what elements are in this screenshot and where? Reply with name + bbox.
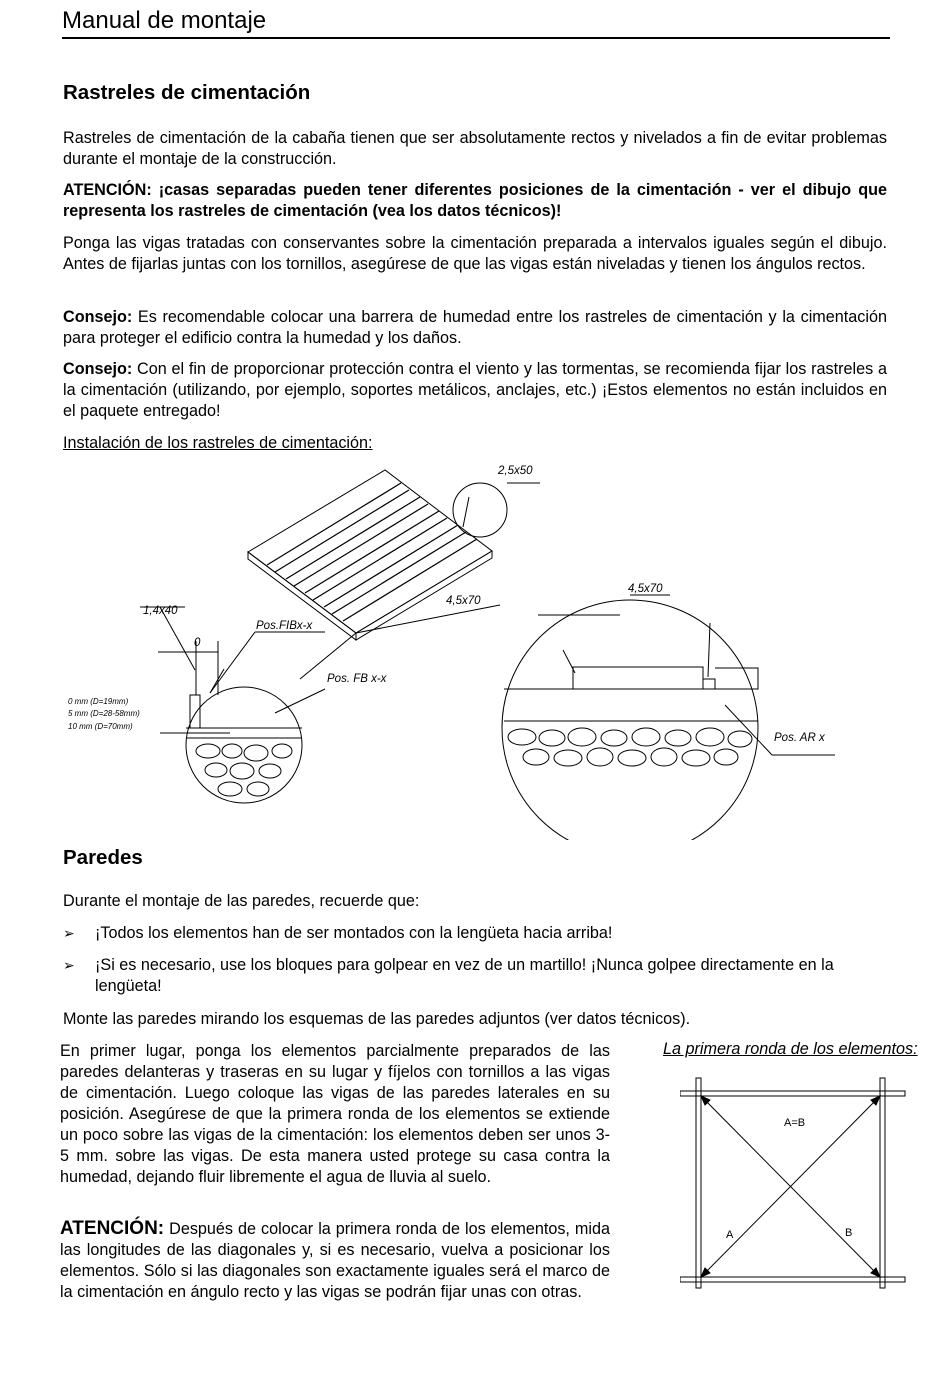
- attention-label: ATENCIÓN:: [60, 1218, 165, 1239]
- label-nail-detail: 1,4x40: [143, 605, 178, 617]
- attention-text: Después de colocar la primera ronda de los elementos, mida las longitudes de las diagonales y, si es necesario, vuelva a posicionar los elementos. Sólo si las diagonales son exactamente iguales será el marco de la cimentación en ángulo recto y las vigas se podrán fijar unas con otras.: [60, 1220, 610, 1301]
- section-title-walls: Paredes: [63, 846, 143, 869]
- foundation-tip-1: [63, 307, 887, 349]
- right-detail-callout: [502, 600, 758, 840]
- nail-detail-callout: [453, 483, 507, 537]
- label-diagonal-b: B: [845, 1227, 853, 1239]
- walls-column-paragraph: En primer lugar, ponga los elementos parcialmente preparados de las paredes delanteras y traseras en su lugar y fíjelos con tornillos a las vigas de cimentación. Luego coloque las vigas de las paredes laterales en su posición. Asegúrese de que la primera ronda de los elementos se extiende un poco sobre las vigas de la cimentación: los elementos deben ser unos 3-5 mm. sobre las vigas. De esta manera usted protege su casa contra la humedad, dejando fluir libremente el agua de lluvia al suelo.: [60, 1042, 610, 1186]
- install-caption: Instalación de los rastreles de cimentación:: [63, 434, 373, 452]
- tip-2-text: Con el fin de proporcionar protección contra el viento y las tormentas, se recomienda fijar los rastreles a la cimentación (utilizando, por ejemplo, soportes metálicos, anclajes, etc.) ¡Estos elementos no están incluidos en el paquete entregado!: [63, 360, 887, 420]
- label-pos-ar: Pos. AR x: [774, 732, 825, 744]
- table-line-1: 0 mm (D=19mm): [68, 697, 129, 706]
- walls-paragraph-1: Monte las paredes mirando los esquemas de las paredes adjuntos (ver datos técnicos).: [63, 1010, 691, 1028]
- label-dimension-d: 0: [194, 637, 201, 649]
- bullet-arrow-icon: ➢: [63, 957, 75, 973]
- section-title-foundation: Rastreles de cimentación: [63, 81, 311, 104]
- label-screw-left: 4,5x70: [446, 595, 481, 607]
- label-screw-right: 4,5x70: [628, 583, 663, 595]
- foundation-paragraph-2: Ponga las vigas tratadas con conservantes sobre la cimentación preparada a intervalos iguales según el dibujo. Antes de fijarlas juntas con los tornillos, asegúrese de que las vigas están niveladas y tienen los ángulos rectos.: [63, 234, 887, 273]
- diagonal-check-diagram: [680, 1075, 910, 1290]
- foundation-paragraph-1: Rastreles de cimentación de la cabaña tienen que ser absolutamente rectos y nivelados a fin de evitar problemas durante el montaje de la construcción.: [63, 129, 887, 168]
- label-diagonal-a: A: [726, 1229, 734, 1241]
- label-a-equals-b: A=B: [784, 1117, 806, 1129]
- walls-intro: Durante el montaje de las paredes, recuerde que:: [63, 892, 420, 910]
- bullet-arrow-icon: ➢: [63, 925, 75, 941]
- label-pos-fb: Pos. FB x-x: [327, 673, 387, 685]
- bullet-text-1: ¡Todos los elementos han de ser montados con la lengüeta hacia arriba!: [95, 924, 613, 942]
- foundation-attention: ATENCIÓN: ¡casas separadas pueden tener diferentes posiciones de la cimentación - ver el dibujo que representa los rastreles de cimentación (vea los datos técnicos)!: [63, 181, 887, 220]
- walls-column-attention: [60, 1218, 610, 1303]
- table-line-2: 5 mm (D=28-58mm): [68, 709, 140, 718]
- bullet-text-2: ¡Si es necesario, use los bloques para golpear en vez de un martillo! ¡Nunca golpee directamente en la lengüeta!: [95, 956, 834, 995]
- foundation-tip-2: [63, 359, 887, 422]
- table-line-3: 10 mm (D=70mm): [68, 722, 133, 731]
- bullet-item-2: [63, 955, 887, 997]
- label-nail-small: 2,5x50: [498, 465, 533, 477]
- tip-2-label: Consejo:: [63, 360, 133, 378]
- label-pos-fib: Pos.FIBx-x: [256, 620, 313, 632]
- tip-1-text: Es recomendable colocar una barrera de humedad entre los rastreles de cimentación y la cimentación para proteger el edificio contra la humedad y los daños.: [63, 308, 887, 347]
- bullet-item-1: [63, 923, 887, 944]
- header-title: Manual de montaje: [62, 7, 267, 34]
- diagonal-figure-caption: La primera ronda de los elementos:: [663, 1040, 918, 1058]
- tip-1-label: Consejo:: [63, 308, 133, 326]
- page-header: [62, 6, 890, 39]
- foundation-illustration: [60, 455, 860, 840]
